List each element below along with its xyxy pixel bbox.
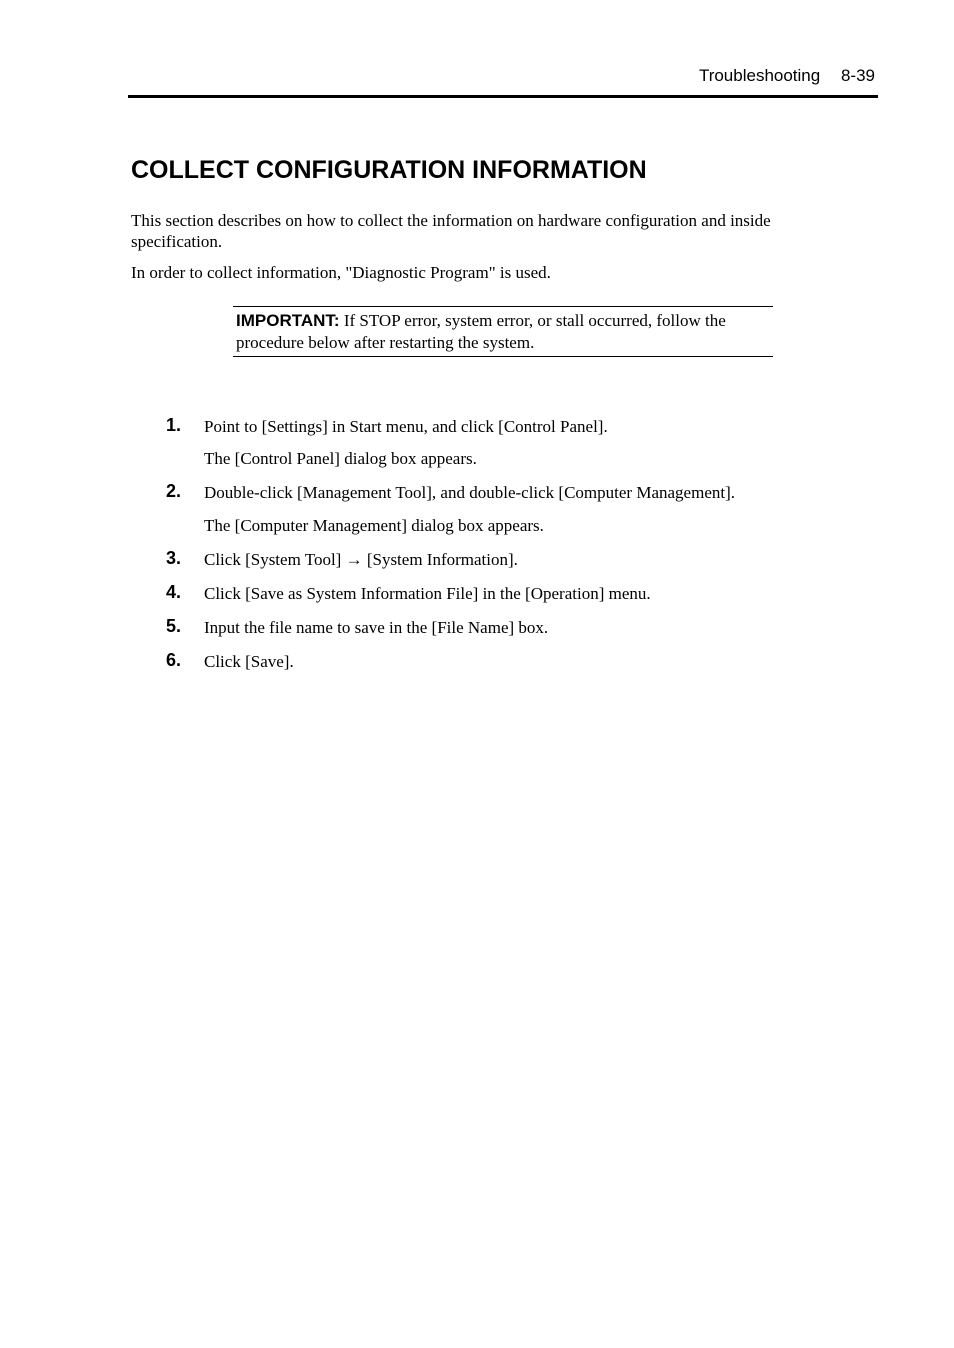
step-number: 6. xyxy=(166,650,182,670)
running-header xyxy=(699,66,875,86)
method-paragraph: In order to collect information, "Diagnostic Program" is used. xyxy=(131,263,551,282)
step-number: 5. xyxy=(166,616,182,636)
step-text: Input the file name to save in the [File Name] box. xyxy=(204,618,549,637)
header-section: Troubleshooting xyxy=(698,66,821,85)
header-rule xyxy=(128,95,878,98)
step-text: Point to [Settings] in Start menu, and click [Control Panel]. xyxy=(204,417,608,436)
step-text: Double-click [Management Tool], and double-click [Computer Management]. xyxy=(204,483,735,502)
step-number: 1. xyxy=(166,415,182,435)
important-label: IMPORTANT: xyxy=(236,311,340,330)
page-number: 8-39 xyxy=(840,66,875,85)
page-title: COLLECT CONFIGURATION INFORMATION xyxy=(131,156,647,184)
step-number: 3. xyxy=(166,548,182,568)
step-text: Click [Save]. xyxy=(204,652,294,671)
important-text: If STOP error, system error, or stall occurred, follow the procedure below after restarting the system. xyxy=(236,311,726,352)
step-number: 4. xyxy=(166,582,182,602)
important-notice xyxy=(233,306,773,357)
step-2-note: The [Computer Management] dialog box appears. xyxy=(204,516,544,535)
intro-paragraph: This section describes on how to collect the information on hardware configuration and inside specification. xyxy=(131,211,771,251)
step-text: Click [System Tool] → [System Information]. xyxy=(204,550,518,569)
step-number: 2. xyxy=(166,481,182,501)
step-text: Click [Save as System Information File] in the [Operation] menu. xyxy=(204,584,651,603)
step-1-note: The [Control Panel] dialog box appears. xyxy=(204,449,477,468)
